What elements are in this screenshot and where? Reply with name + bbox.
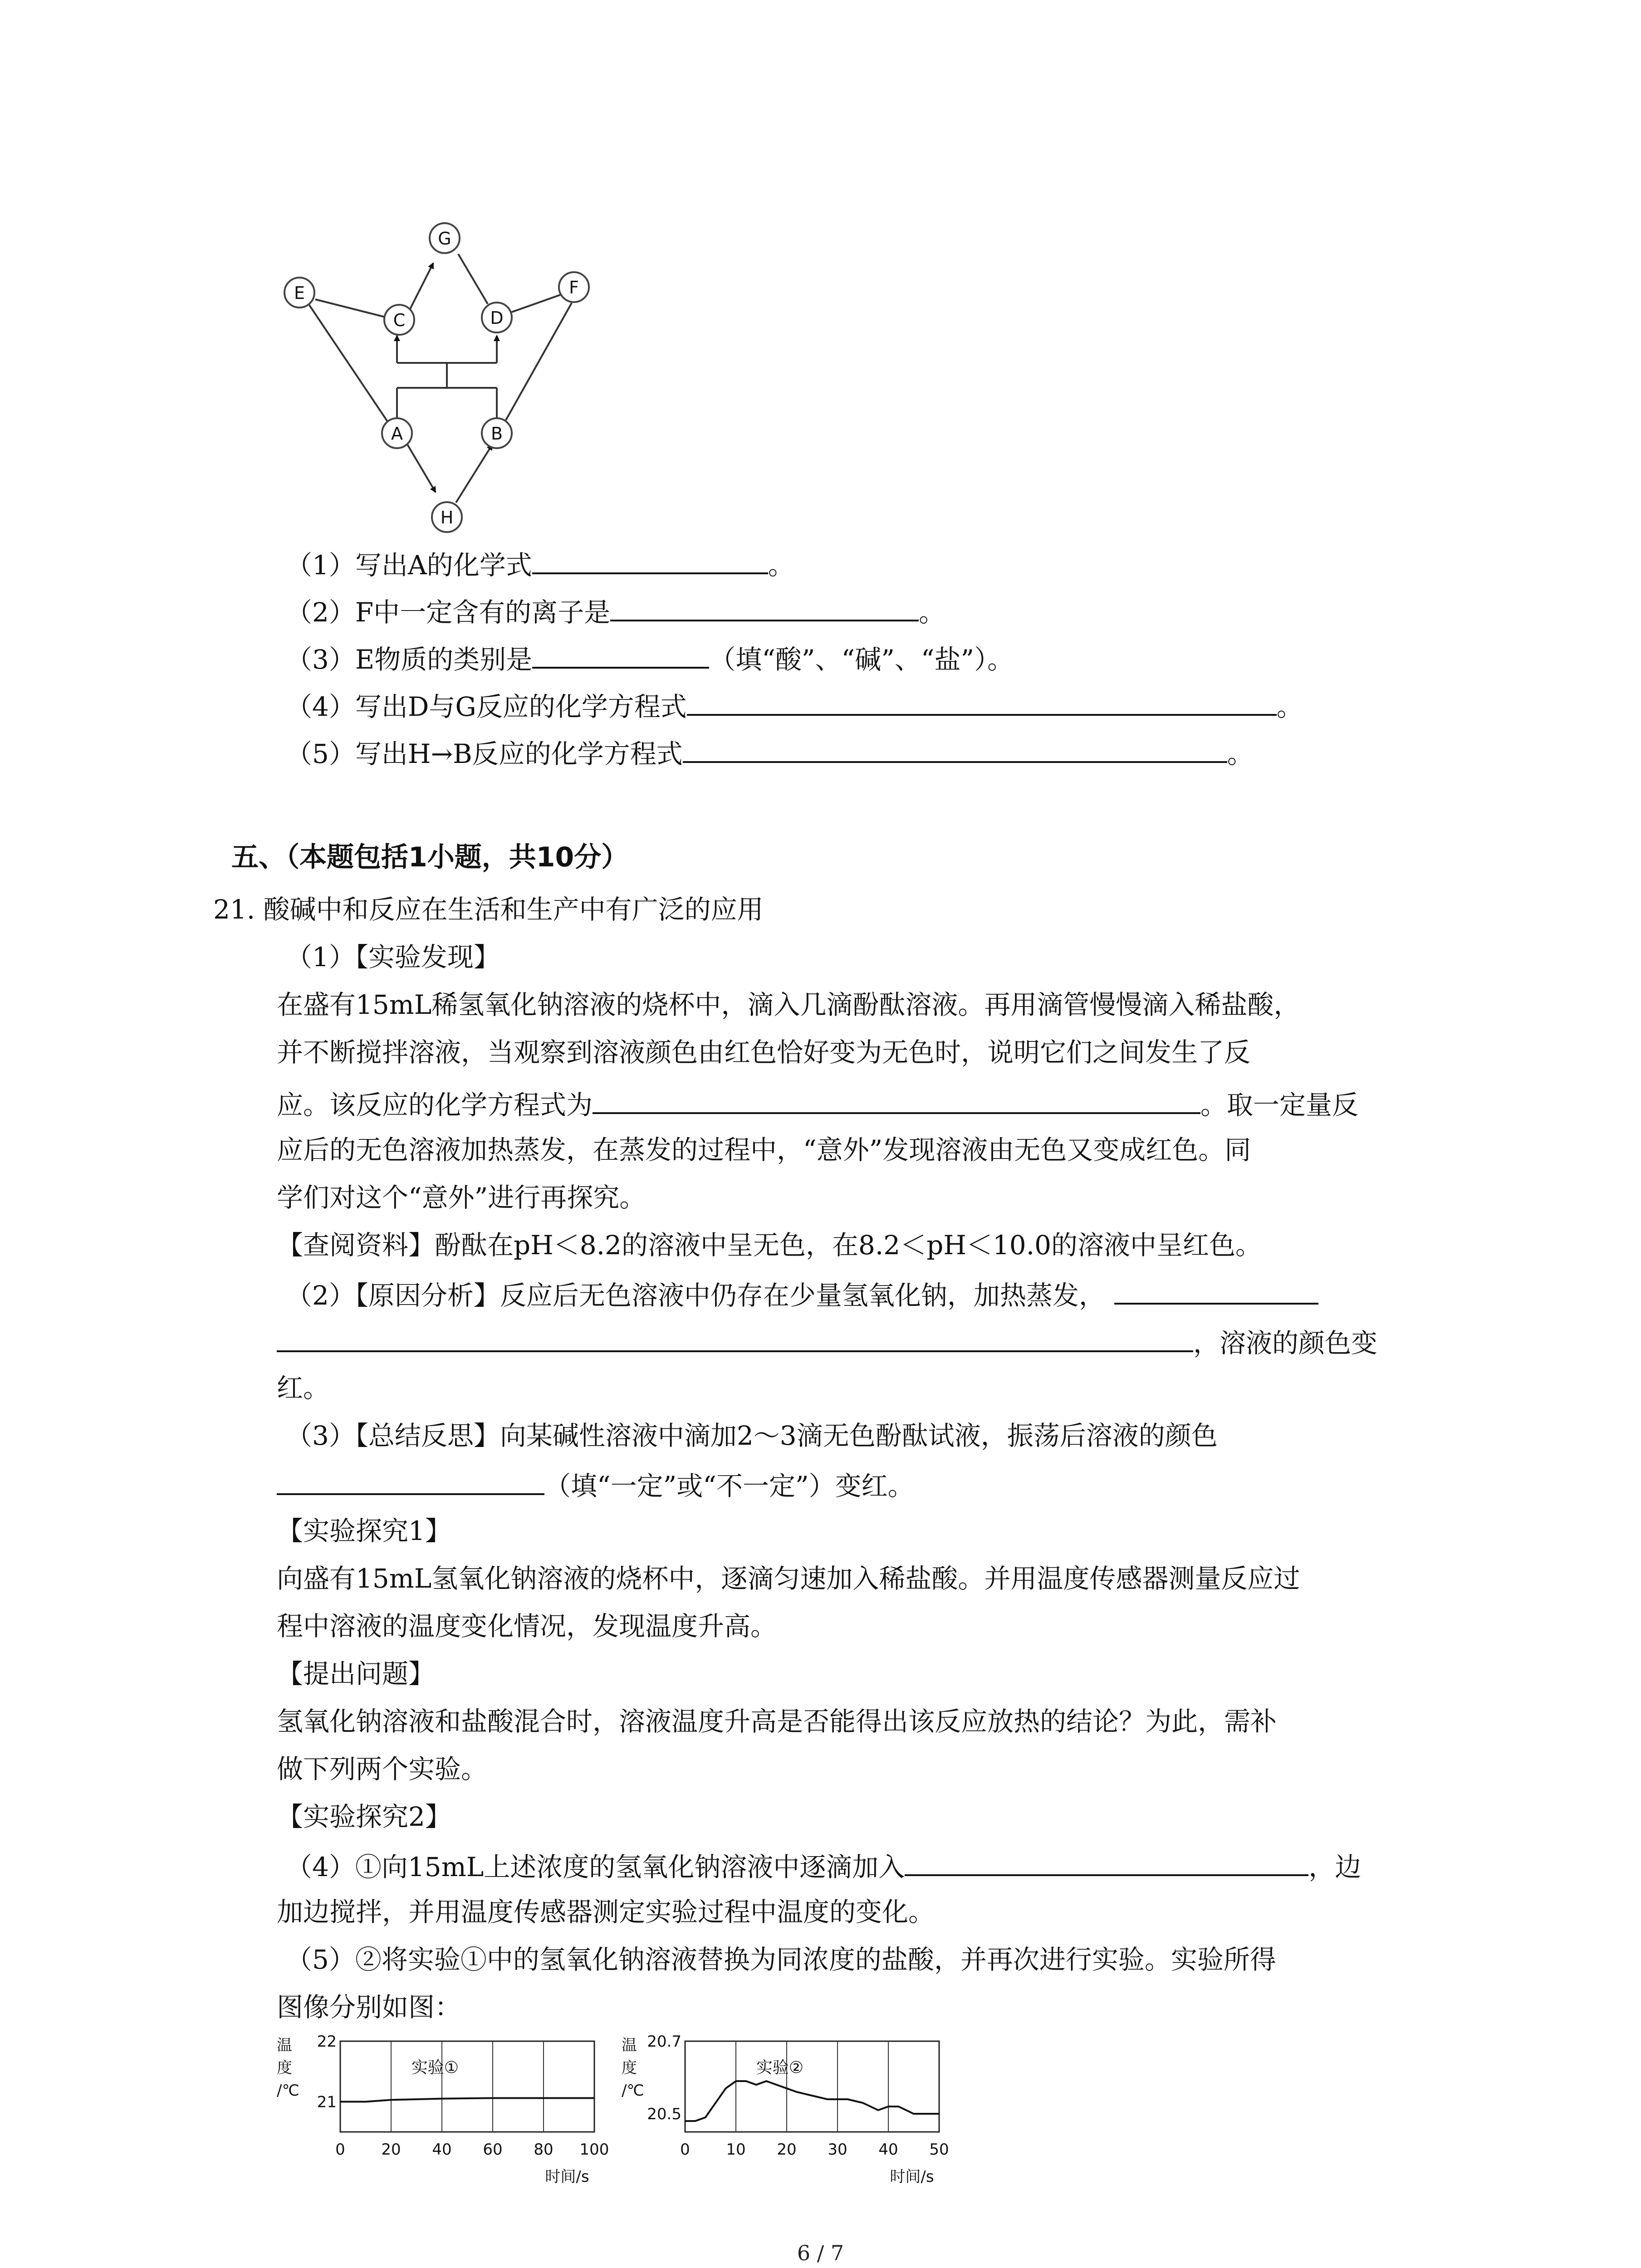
question-line2: 做下列两个实验。 (277, 1754, 488, 1784)
y-axis-label: /℃ (277, 2082, 299, 2100)
node-label-g: G (438, 229, 451, 249)
y-tick-label: 22 (317, 2033, 337, 2051)
q21-p1-line2: 并不断搅拌溶液，当观察到溶液颜色由红色恰好变为无色时，说明它们之间发生了反 (277, 1037, 1251, 1068)
node-label-h: H (440, 508, 454, 528)
q21-p1-line5: 学们对这个“意外”进行再探究。 (277, 1182, 646, 1213)
q21-p1-line3: 应。该反应的化学方程式为 。取一定量反 (277, 1084, 1358, 1123)
q21-stem: 21. 酸碱中和反应在生活和生产中有广泛的应用 (213, 894, 764, 925)
answer-blank[interactable] (610, 591, 919, 621)
section-title: 五、（本题包括1小题，共10分） (231, 841, 629, 873)
x-tick-label: 30 (828, 2141, 847, 2159)
chart-title: 实验① (411, 2058, 459, 2077)
exp1-line2: 程中溶液的温度变化情况，发现温度升高。 (277, 1611, 777, 1642)
answer-blank[interactable] (905, 1846, 1308, 1876)
plot-frame (685, 2041, 939, 2132)
x-axis-label: 时间/s (545, 2168, 589, 2186)
q21-p1-line4: 应后的无色溶液加热蒸发，在蒸发的过程中，“意外”发现溶液由无色又变成红色。同 (277, 1134, 1251, 1165)
temperature-chart-1 (272, 2028, 617, 2209)
q20-item-3: （3）E物质的类别是 （填“酸”、“碱”、“盐”）。 (286, 639, 1014, 678)
answer-blank[interactable] (683, 733, 1227, 763)
exp1-head: 【实验探究1】 (277, 1515, 451, 1546)
q21-part4-line1: （4）①向15mL上述浓度的氢氧化钠溶液中逐滴加入 ，边 (286, 1846, 1361, 1885)
chart-title: 实验② (756, 2058, 804, 2077)
y-axis-label: 温 (622, 2036, 637, 2054)
x-tick-label: 80 (534, 2141, 554, 2159)
q21-part2-line3: 红。 (277, 1373, 330, 1403)
question-head: 【提出问题】 (277, 1658, 435, 1689)
x-tick-label: 0 (680, 2141, 690, 2159)
q21-reference: 【查阅资料】酚酞在pH＜8.2的溶液中呈无色，在8.2＜pH＜10.0的溶液中呈红色。 (277, 1230, 1262, 1261)
answer-blank[interactable] (687, 686, 1277, 716)
q21-part5-line2: 图像分别如图： (277, 1992, 461, 2023)
exp1-line1: 向盛有15mL氢氧化钠溶液的烧杯中，逐滴匀速加入稀盐酸。并用温度传感器测量反应过 (277, 1563, 1300, 1594)
x-tick-label: 20 (381, 2141, 401, 2159)
q21-part5-line1: （5）②将实验①中的氢氧化钠溶液替换为同浓度的盐酸，并再次进行实验。实验所得 (286, 1944, 1276, 1975)
q21-part3-line1: （3）【总结反思】向某碱性溶液中滴加2～3滴无色酚酞试液，振荡后溶液的颜色 (286, 1420, 1218, 1451)
y-tick-label: 20.5 (647, 2105, 681, 2123)
q20-item-2: （2）F中一定含有的离子是 。 (286, 591, 945, 631)
answer-blank[interactable] (1114, 1275, 1318, 1305)
node-label-a: A (391, 424, 403, 444)
x-tick-label: 20 (777, 2141, 797, 2159)
x-tick-label: 40 (432, 2141, 452, 2159)
y-axis-label: /℃ (622, 2082, 644, 2100)
node-label-c: C (393, 310, 406, 330)
q20-item-4: （4）写出D与G反应的化学方程式 。 (286, 686, 1303, 725)
q21-part1-head: （1）【实验发现】 (286, 942, 500, 973)
x-tick-label: 60 (483, 2141, 503, 2159)
q21-p1-line1: 在盛有15mL稀氢氧化钠溶液的烧杯中，滴入几滴酚酞溶液。再用滴管慢慢滴入稀盐酸， (277, 989, 1300, 1020)
answer-blank[interactable] (277, 1465, 544, 1495)
temperature-chart-2 (617, 2028, 962, 2209)
q21-part4-line2: 加边搅拌，并用温度传感器测定实验过程中温度的变化。 (277, 1897, 935, 1927)
x-tick-label: 0 (335, 2141, 345, 2159)
answer-blank[interactable] (277, 1322, 1193, 1352)
answer-blank[interactable] (532, 544, 768, 574)
y-axis-label: 度 (277, 2059, 292, 2077)
question-line1: 氢氧化钠溶液和盐酸混合时，溶液温度升高是否能得出该反应放热的结论？为此，需补 (277, 1706, 1277, 1737)
q20-item-1: （1）写出A的化学式 。 (286, 544, 794, 583)
answer-blank[interactable] (532, 639, 709, 669)
q21-part3-line2: （填“一定”或“不一定”）变红。 (277, 1465, 914, 1504)
answer-blank[interactable] (593, 1084, 1200, 1114)
node-label-f: F (569, 278, 579, 298)
page-number: 6 / 7 (797, 2241, 844, 2265)
x-tick-label: 10 (726, 2141, 746, 2159)
x-axis-label: 时间/s (890, 2168, 934, 2186)
x-tick-label: 50 (929, 2141, 949, 2159)
y-tick-label: 21 (317, 2093, 337, 2112)
relation-diagram (254, 209, 617, 553)
exp2-head: 【实验探究2】 (277, 1801, 451, 1832)
y-axis-label: 温 (277, 2036, 292, 2054)
plot-frame (340, 2041, 594, 2132)
x-tick-label: 100 (579, 2141, 609, 2159)
node-label-e: E (294, 283, 305, 303)
y-axis-label: 度 (622, 2059, 637, 2077)
y-tick-label: 20.7 (647, 2033, 681, 2051)
series-line (340, 2098, 594, 2102)
q20-item-5: （5）写出H→B反应的化学方程式 。 (286, 733, 1254, 772)
node-label-b: B (490, 424, 503, 444)
q21-part2-line1: （2）【原因分析】反应后无色溶液中仍存在少量氢氧化钠，加热蒸发， (286, 1275, 1318, 1314)
node-label-d: D (490, 308, 504, 328)
x-tick-label: 40 (878, 2141, 898, 2159)
series-line (685, 2081, 939, 2121)
q21-part2-line2: ，溶液的颜色变 (277, 1322, 1377, 1361)
